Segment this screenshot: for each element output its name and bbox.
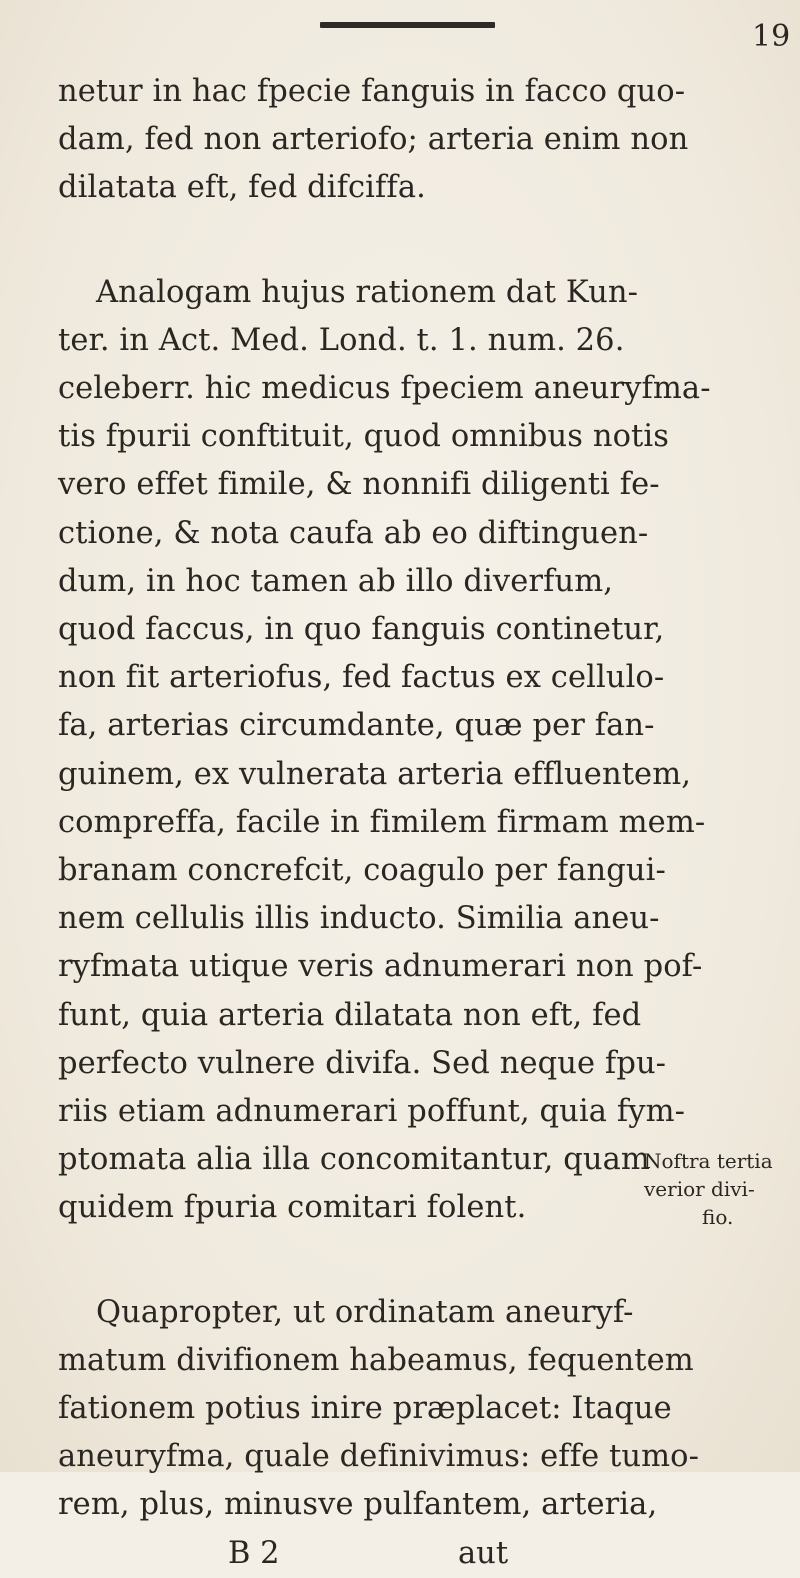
margin-note-line: verior divi- <box>644 1177 755 1201</box>
text-line: quod faccus, in quo fanguis continetur, <box>58 612 665 648</box>
text-line: netur in hac fpecie fanguis in facco quo- <box>58 74 686 109</box>
margin-note-line: fio. <box>702 1205 734 1229</box>
catchword: aut <box>458 1535 509 1571</box>
margin-note-line: Noftra tertia <box>644 1149 773 1173</box>
text-line: rem, plus, minusve pulfantem, arteria, <box>58 1487 658 1523</box>
text-line: celeberr. hic medicus fpeciem aneuryfma- <box>58 371 711 407</box>
text-line: funt, quia arteria dilatata non eft, fed <box>58 997 642 1033</box>
text-line: vero effet fimile, & nonnifi diligenti fe- <box>58 467 660 503</box>
text-line: aneuryfma, quale definivimus: effe tumo- <box>58 1439 700 1475</box>
text-line: matum divifionem habeamus, fequentem <box>58 1342 694 1378</box>
text-line: tis fpurii conftituit, quod omnibus notis <box>58 419 670 455</box>
text-line: compreffa, facile in fimilem firmam mem- <box>58 804 706 840</box>
text-line: ctione, & nota caufa ab eo diftinguen- <box>58 515 649 551</box>
page-number: 19 <box>752 19 791 54</box>
paragraph-3 <box>58 1289 698 1530</box>
page-footer <box>58 1530 698 1578</box>
text-line: branam concrefcit, coagulo per fangui- <box>58 853 666 889</box>
paragraph-gap <box>58 1233 698 1289</box>
text-line: dam, fed non arteriofo; arteria enim non <box>58 122 689 158</box>
text-line: guinem, ex vulnerata arteria effluentem, <box>58 756 692 792</box>
text-line: ptomata alia illa concomitantur, quam <box>58 1142 650 1178</box>
paragraph-gap <box>58 213 698 269</box>
text-line: fationem potius inire præplacet: Itaque <box>58 1391 672 1427</box>
text-line: Quapropter, ut ordinatam aneuryf- <box>96 1294 634 1330</box>
text-line: dum, in hoc tamen ab illo diverfum, <box>58 563 614 599</box>
text-line: riis etiam adnumerari poffunt, quia fym- <box>58 1094 686 1130</box>
text-line: ter. in Act. Med. Lond. t. 1. num. 26. <box>58 322 625 358</box>
text-line: nem cellulis illis inducto. Similia aneu- <box>58 901 660 937</box>
header-rule <box>320 22 495 28</box>
text-line: perfecto vulnere divifa. Sed neque fpu- <box>58 1045 667 1081</box>
text-line: Analogam hujus rationem dat Kun- <box>96 274 639 310</box>
text-line: quidem fpuria comitari folent. <box>58 1190 527 1226</box>
margin-note <box>644 1147 800 1231</box>
text-line: non fit arteriofus, fed factus ex cellulo- <box>58 660 665 696</box>
paragraph-1 <box>58 68 698 213</box>
text-line: dilatata eft, fed difciffa. <box>58 170 426 206</box>
text-line: fa, arterias circumdante, quæ per fan- <box>58 708 655 744</box>
signature-mark: B 2 <box>228 1535 280 1571</box>
text-line: ryfmata utique veris adnumerari non pof- <box>58 949 703 985</box>
